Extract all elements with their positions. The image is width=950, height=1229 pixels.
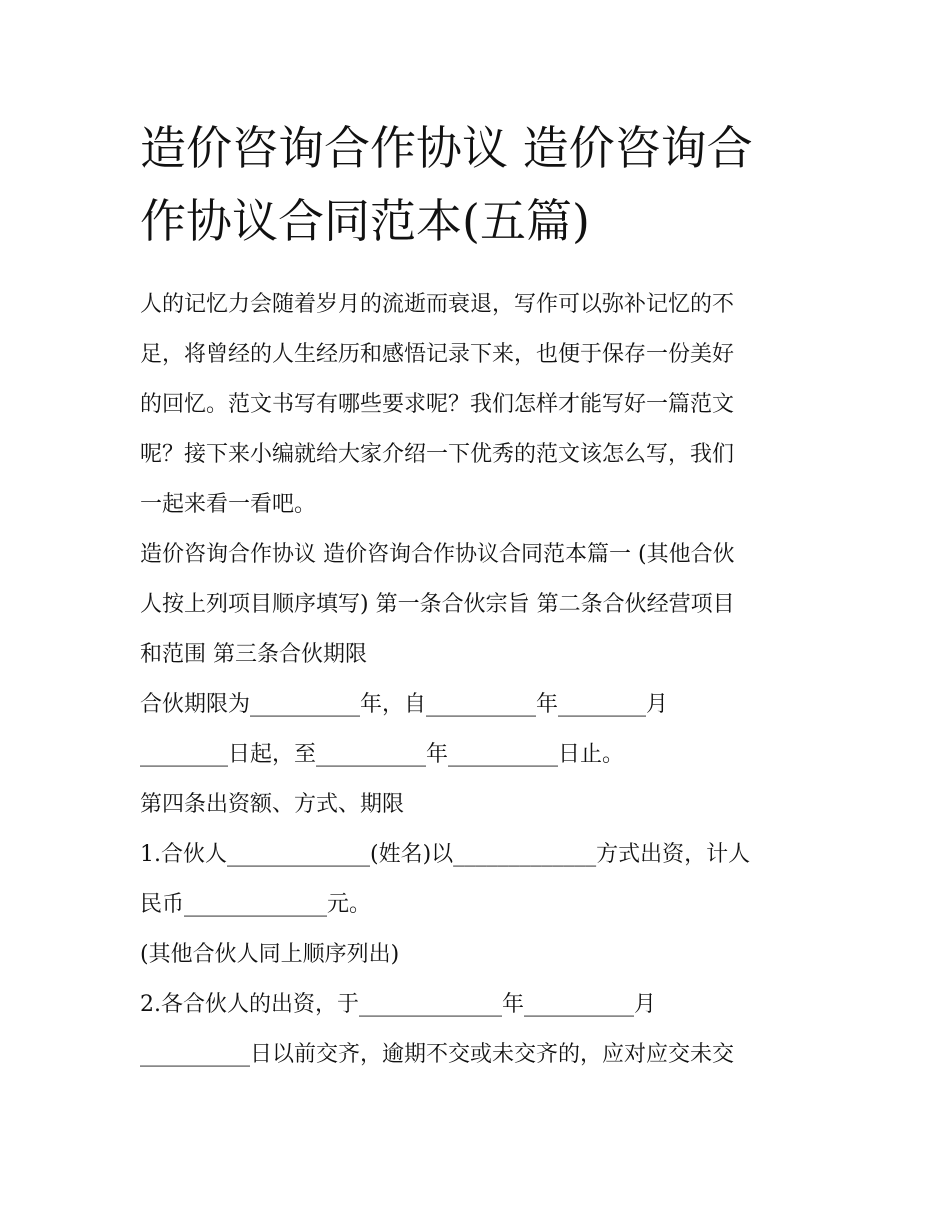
document-body xyxy=(140,280,820,1080)
article-heading: 第四条出资额、方式、期限 xyxy=(140,792,405,817)
document-content xyxy=(140,112,820,1080)
contribution-line: 民币_____________元。 xyxy=(140,892,372,917)
contribution-line: (其他合伙人同上顺序列出) xyxy=(140,942,400,967)
term-line: 合伙期限为__________年，自__________年________月 xyxy=(140,692,669,717)
document-title xyxy=(140,112,820,258)
intro-line: 一起来看一看吧。 xyxy=(140,492,317,517)
intro-line: 的回忆。范文书写有哪些要求呢？我们怎样才能写好一篇范文 xyxy=(140,392,735,417)
section-line: 造价咨询合作协议 造价咨询合作协议合同范本篇一 (其他合伙 xyxy=(140,542,735,567)
title-line: 作协议合同范本(五篇) xyxy=(140,194,590,248)
section-line: 和范围 第三条合伙期限 xyxy=(140,642,367,667)
title-line: 造价咨询合作协议 造价咨询合 xyxy=(140,121,753,175)
contribution-line: 1.合伙人_____________(姓名)以_____________方式出资，计人 xyxy=(140,842,751,867)
intro-line: 人的记忆力会随着岁月的流逝而衰退，写作可以弥补记忆的不 xyxy=(140,292,735,317)
intro-line: 足，将曾经的人生经历和感悟记录下来，也便于保存一份美好 xyxy=(140,342,735,367)
section-line: 人按上列项目顺序填写) 第一条合伙宗旨 第二条合伙经营项目 xyxy=(140,592,735,617)
intro-line: 呢？接下来小编就给大家介绍一下优秀的范文该怎么写，我们 xyxy=(140,442,735,467)
contribution-line: 2.各合伙人的出资，于_____________年__________月 xyxy=(140,992,656,1017)
term-line: ________日起，至__________年__________日止。 xyxy=(140,742,625,767)
contribution-line: __________日以前交齐，逾期不交或未交齐的，应对应交未交 xyxy=(140,1042,735,1067)
